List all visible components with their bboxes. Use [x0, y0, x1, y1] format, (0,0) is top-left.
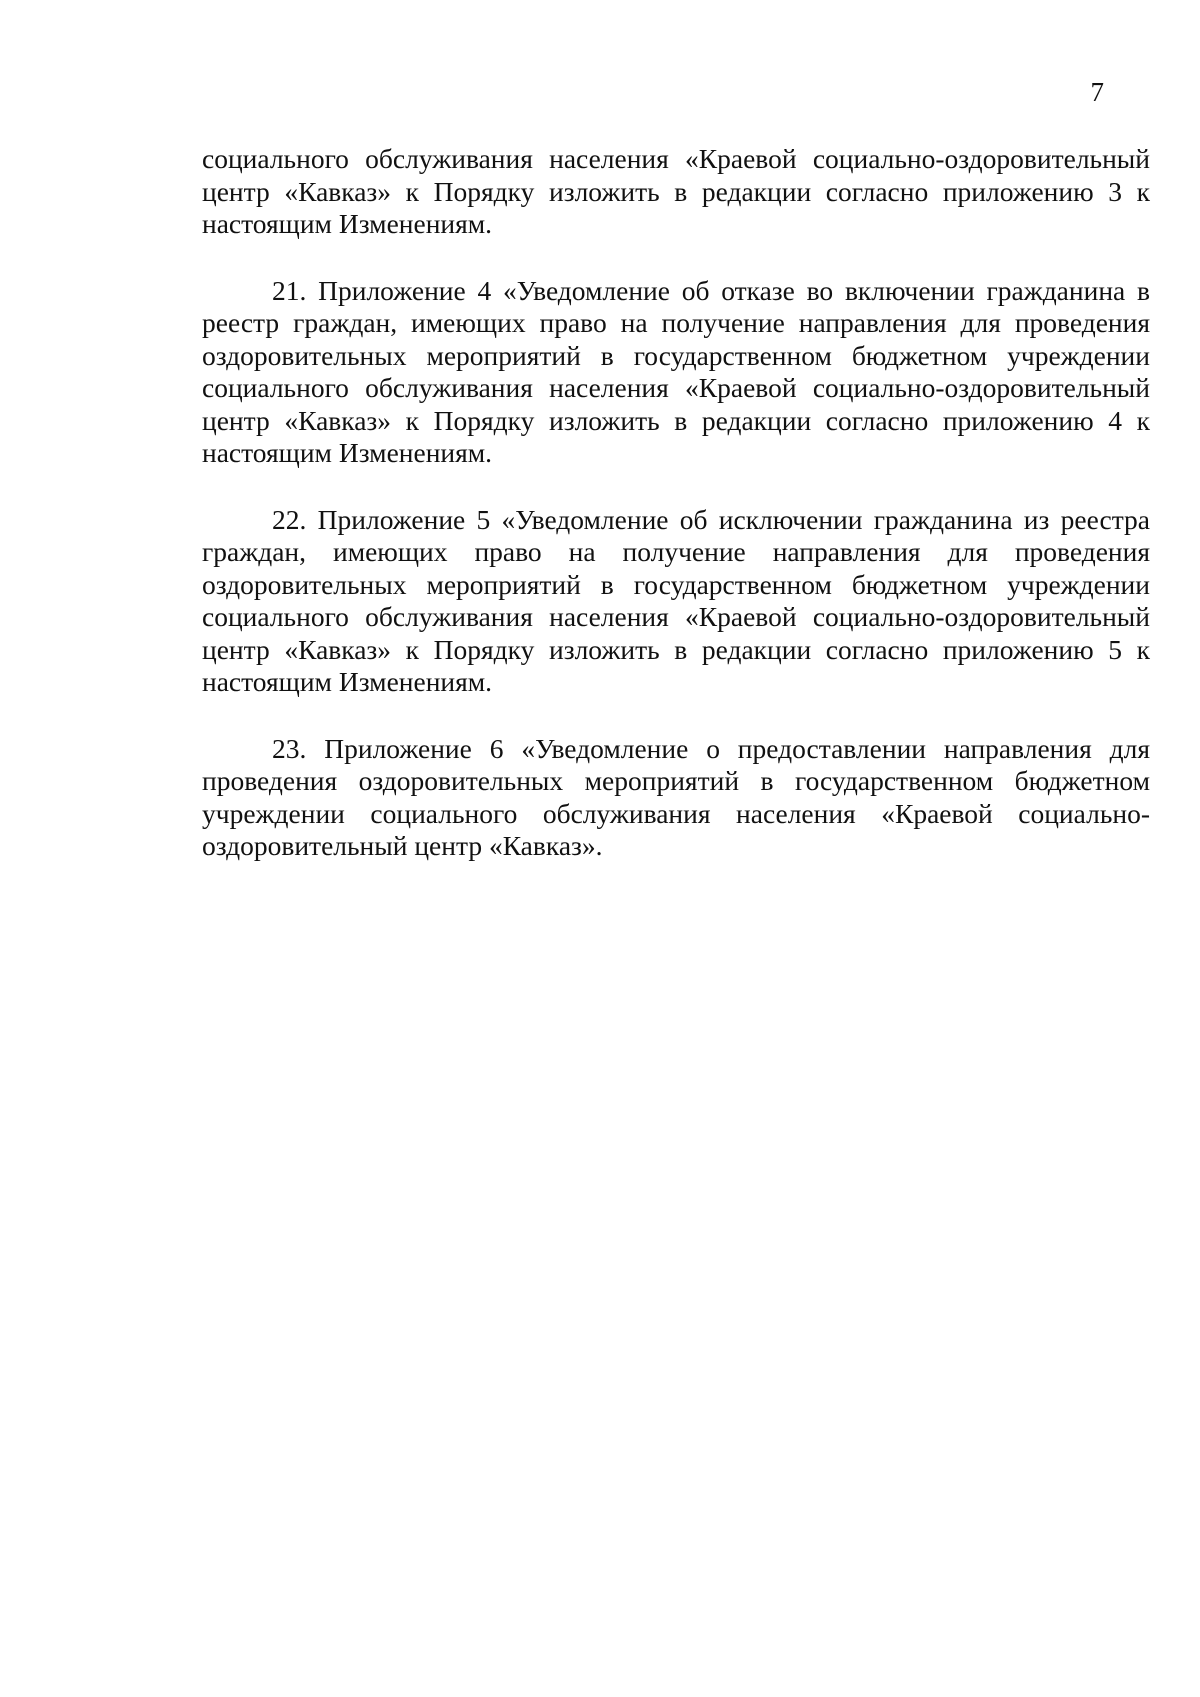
text-line: 22. Приложение 5 «Уведомление об исключении гражданина из реестра [272, 503, 1150, 535]
text-line: настоящим Изменениям. [202, 666, 493, 697]
paragraph-item-21 [202, 275, 1150, 470]
page-number: 7 [1090, 77, 1104, 107]
paragraph-item-22 [202, 504, 1150, 699]
text-line: центр «Кавказ» к Порядку изложить в редакции согласно приложению 4 к [202, 404, 1150, 436]
text-line: оздоровительный центр «Кавказ». [202, 830, 603, 861]
document-body [202, 143, 1150, 897]
text-line: оздоровительных мероприятий в государственном бюджетном учреждении [202, 568, 1150, 600]
text-line: реестр граждан, имеющих право на получение направления для проведения [202, 307, 1150, 338]
text-line: проведения оздоровительных мероприятий в государственном бюджетном [202, 765, 1150, 796]
text-line: 21. Приложение 4 «Уведомление об отказе во включении гражданина в [272, 274, 1150, 306]
text-line: центр «Кавказ» к Порядку изложить в редакции согласно приложению 3 к [202, 175, 1150, 207]
text-line: социального обслуживания населения «Краевой социально-оздоровительный [202, 601, 1150, 632]
text-line: учреждении социального обслуживания населения «Краевой социально- [202, 797, 1150, 829]
paragraph-continuation [202, 143, 1150, 241]
text-line: социального обслуживания населения «Краевой социально-оздоровительный [202, 372, 1150, 403]
text-line: настоящим Изменениям. [202, 208, 493, 239]
paragraph-item-23 [202, 733, 1150, 863]
text-line: центр «Кавказ» к Порядку изложить в редакции согласно приложению 5 к [202, 633, 1150, 665]
text-line: граждан, имеющих право на получение направления для проведения [202, 536, 1150, 567]
text-line: 23. Приложение 6 «Уведомление о предоставлении направления для [272, 732, 1150, 764]
text-line: социального обслуживания населения «Краевой социально-оздоровительный [202, 143, 1150, 174]
text-line: оздоровительных мероприятий в государственном бюджетном учреждении [202, 339, 1150, 371]
text-line: настоящим Изменениям. [202, 437, 493, 468]
